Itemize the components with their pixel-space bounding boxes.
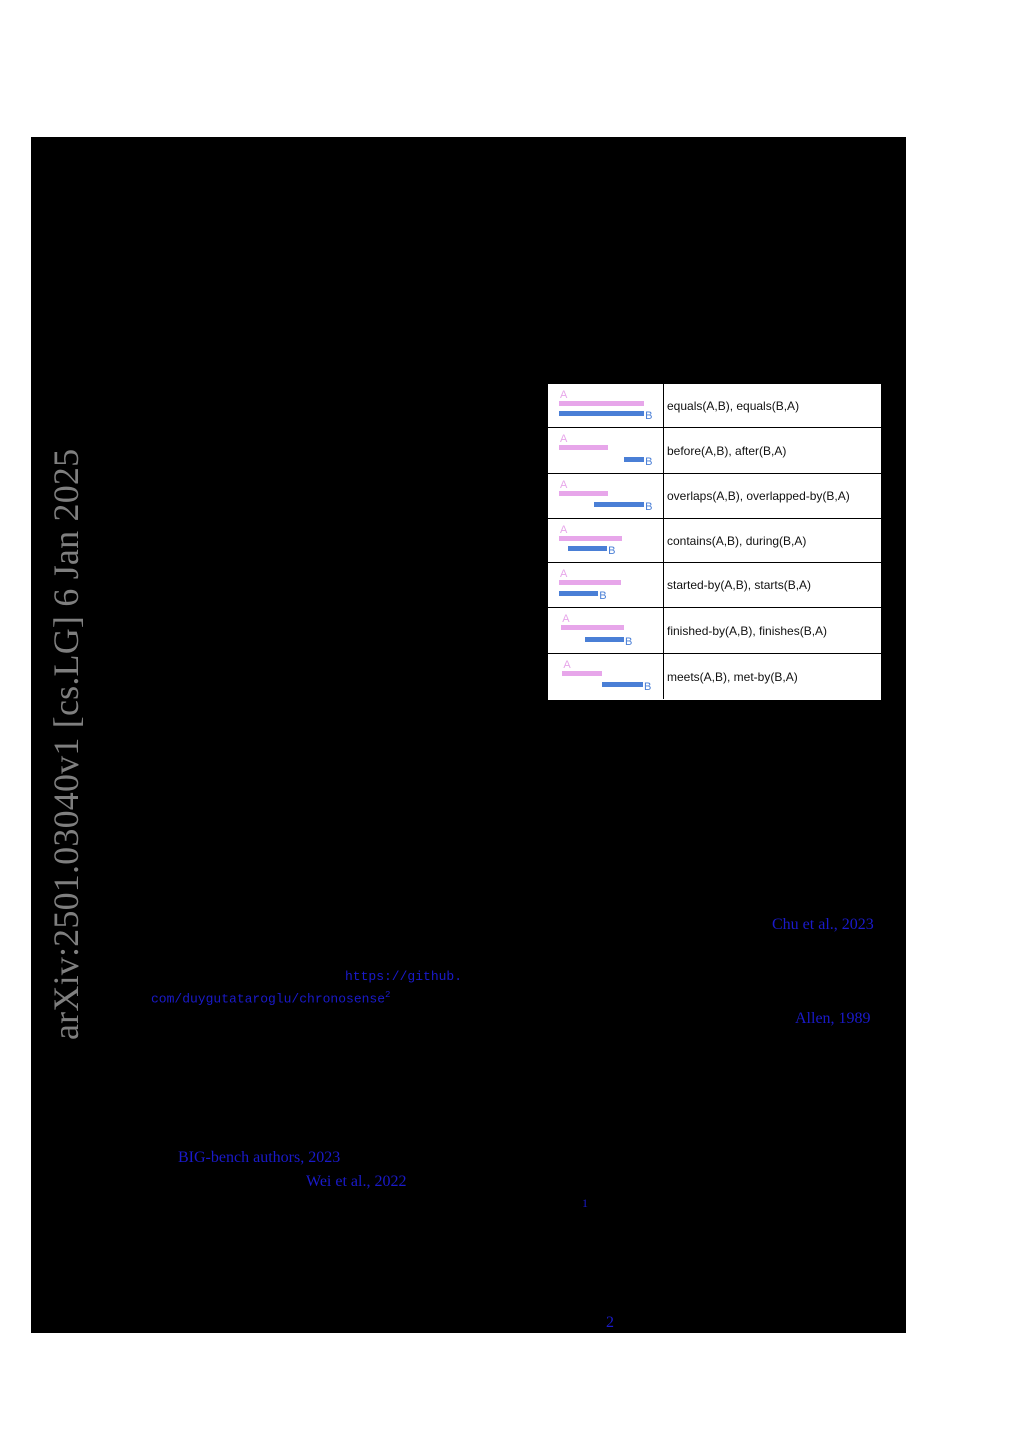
relation-diagram bbox=[548, 654, 664, 699]
interval-a-label: A bbox=[560, 524, 568, 537]
relation-label: before(A,B), after(B,A) bbox=[667, 443, 787, 458]
interval-b-label: B bbox=[645, 500, 653, 513]
allen-relations-figure bbox=[547, 383, 882, 701]
relation-diagram bbox=[548, 384, 664, 427]
relation-diagram bbox=[548, 608, 664, 653]
interval-a-label: A bbox=[560, 389, 568, 402]
interval-b-label: B bbox=[645, 455, 653, 468]
relation-diagram bbox=[548, 519, 664, 562]
github-link-part1[interactable]: https://github. bbox=[345, 969, 463, 984]
citation-allen-1989[interactable]: Allen, 1989 bbox=[795, 1010, 871, 1027]
interval-b-bar bbox=[594, 502, 644, 507]
page-body-redacted bbox=[31, 137, 906, 1333]
interval-a-bar bbox=[559, 491, 608, 496]
footnote-marker-2[interactable]: 2 bbox=[385, 990, 391, 1000]
relation-label: meets(A,B), met-by(B,A) bbox=[667, 669, 798, 684]
github-link-part2[interactable] bbox=[151, 990, 390, 1006]
relation-diagram bbox=[548, 474, 664, 518]
relation-row bbox=[548, 384, 881, 428]
interval-a-bar bbox=[559, 536, 622, 541]
interval-a-label: A bbox=[560, 433, 568, 446]
interval-b-label: B bbox=[624, 635, 633, 648]
relation-row bbox=[548, 563, 881, 608]
interval-b-bar bbox=[624, 457, 644, 462]
page-number: 2 bbox=[606, 1314, 614, 1331]
relation-row bbox=[548, 654, 881, 699]
interval-a-bar bbox=[559, 401, 644, 406]
citation-bigbench-2023[interactable]: BIG-bench authors, 2023 bbox=[178, 1149, 341, 1166]
interval-b-label: B bbox=[645, 410, 653, 423]
github-link-text[interactable]: com/duygutataroglu/chronosense bbox=[151, 991, 386, 1007]
relation-label: overlaps(A,B), overlapped-by(B,A) bbox=[667, 489, 850, 503]
interval-b-bar bbox=[602, 682, 643, 687]
arxiv-identifier: arXiv:2501.03040v1 [cs.LG] 6 Jan 2025 bbox=[46, 448, 86, 1040]
relation-label: started-by(A,B), starts(B,A) bbox=[667, 578, 812, 592]
footnote-marker-1[interactable]: 1 bbox=[582, 1196, 588, 1210]
relation-row bbox=[548, 608, 881, 654]
interval-b-bar bbox=[559, 411, 644, 416]
relation-label: finished-by(A,B), finishes(B,A) bbox=[667, 623, 828, 638]
relation-diagram bbox=[548, 563, 664, 607]
interval-b-label: B bbox=[599, 589, 607, 602]
interval-a-label: A bbox=[563, 659, 571, 672]
relation-diagram bbox=[548, 428, 664, 473]
relation-row bbox=[548, 519, 881, 563]
interval-a-bar bbox=[561, 625, 624, 630]
relation-row bbox=[548, 474, 881, 519]
interval-b-label: B bbox=[608, 545, 616, 558]
interval-b-bar bbox=[559, 591, 598, 596]
interval-b-bar bbox=[568, 546, 607, 551]
interval-b-label: B bbox=[644, 680, 652, 693]
interval-a-bar bbox=[559, 445, 608, 450]
citation-wei-2022[interactable]: Wei et al., 2022 bbox=[306, 1173, 407, 1190]
relation-label: equals(A,B), equals(B,A) bbox=[667, 398, 800, 413]
relation-label: contains(A,B), during(B,A) bbox=[667, 533, 807, 548]
interval-a-label: A bbox=[560, 479, 568, 492]
interval-a-bar bbox=[559, 580, 621, 585]
interval-a-bar bbox=[562, 671, 601, 676]
citation-chu-2023[interactable]: Chu et al., 2023 bbox=[772, 916, 874, 933]
interval-a-label: A bbox=[562, 613, 570, 626]
interval-b-bar bbox=[585, 637, 624, 642]
interval-a-label: A bbox=[560, 568, 568, 581]
relation-row bbox=[548, 428, 881, 474]
